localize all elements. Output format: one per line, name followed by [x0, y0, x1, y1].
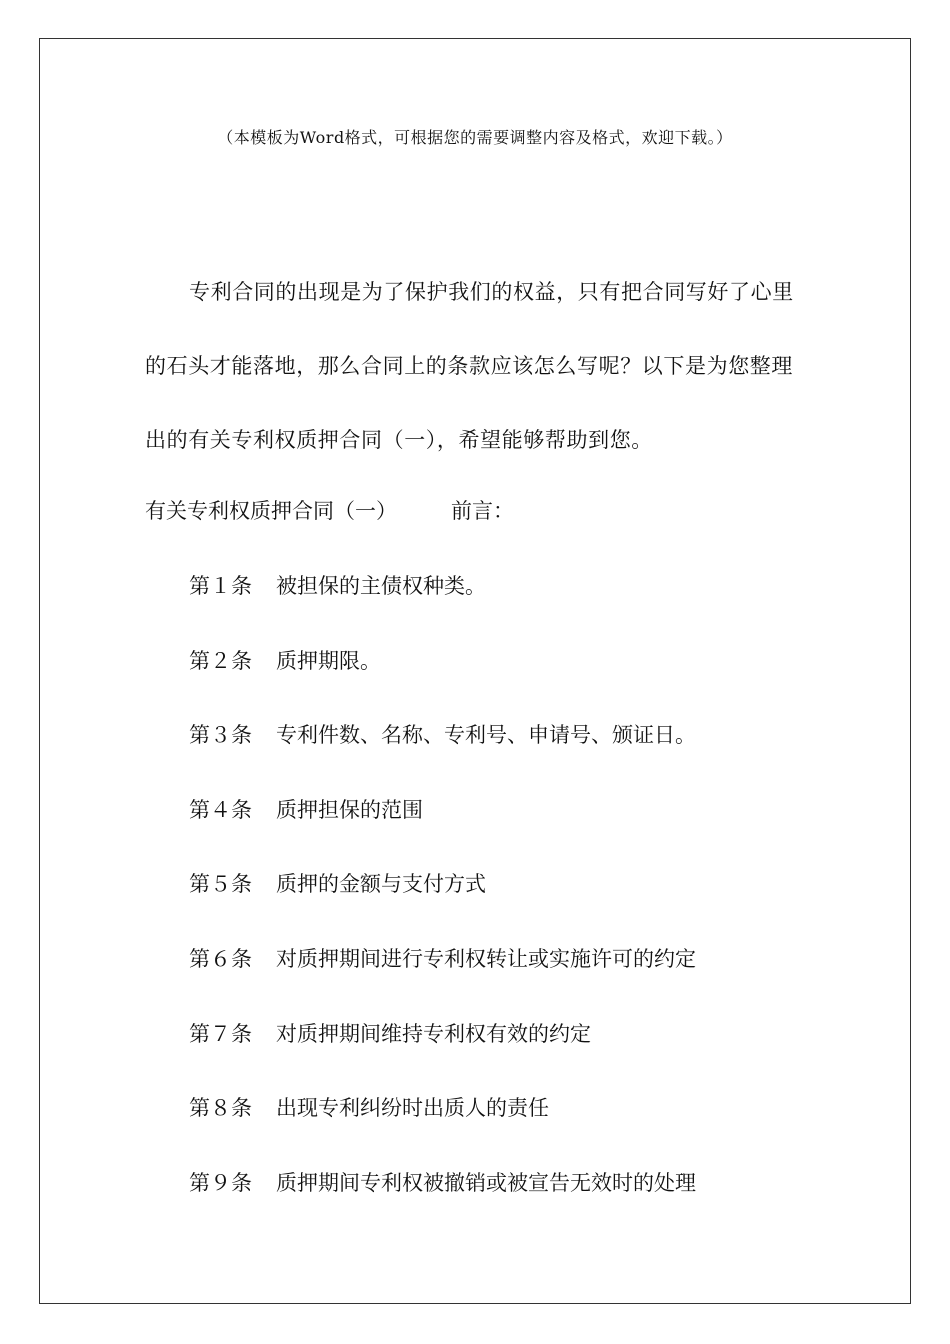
intro-section [145, 255, 805, 477]
contract-title-line [145, 495, 514, 527]
article-text: 质押期限。 [276, 648, 381, 673]
article-item [189, 1018, 829, 1093]
article-number: 第６条 [189, 946, 252, 971]
article-text: 出现专利纠纷时出质人的责任 [276, 1096, 549, 1121]
article-number: 第５条 [189, 872, 252, 897]
intro-paragraph: 专利合同的出现是为了保护我们的权益，只有把合同写好了心里的石头才能落地，那么合同上的条款应该怎么写呢？以下是为您整理出的有关专利权质押合同（一），希望能够帮助到您。 [145, 280, 794, 452]
article-number: 第７条 [189, 1021, 252, 1046]
article-text: 质押期间专利权被撤销或被宣告无效时的处理 [276, 1170, 696, 1195]
article-item [189, 645, 829, 720]
article-item [189, 1092, 829, 1167]
article-text: 质押担保的范围 [276, 797, 423, 822]
preface-label: 前言： [451, 499, 514, 523]
article-number: 第９条 [189, 1170, 252, 1195]
article-text: 专利件数、名称、专利号、申请号、颁证日。 [276, 723, 696, 748]
article-text: 质押的金额与支付方式 [276, 872, 486, 897]
article-number: 第４条 [189, 797, 252, 822]
article-number: 第３条 [189, 723, 252, 748]
article-number: 第８条 [189, 1096, 252, 1121]
article-item [189, 570, 829, 645]
template-note: （本模板为Word格式，可根据您的需要调整内容及格式，欢迎下载。） [217, 128, 733, 147]
article-list [189, 570, 829, 1241]
article-item [189, 719, 829, 794]
article-number: 第１条 [189, 574, 252, 598]
article-text: 被担保的主债权种类。 [276, 574, 486, 598]
article-number: 第２条 [189, 648, 252, 673]
article-text: 对质押期间进行专利权转让或实施许可的约定 [276, 946, 696, 971]
article-item [189, 943, 829, 1018]
article-item [189, 1167, 829, 1242]
article-text: 对质押期间维持专利权有效的约定 [276, 1021, 591, 1046]
contract-title: 有关专利权质押合同（一） [145, 499, 397, 523]
article-item [189, 794, 829, 869]
article-item [189, 868, 829, 943]
